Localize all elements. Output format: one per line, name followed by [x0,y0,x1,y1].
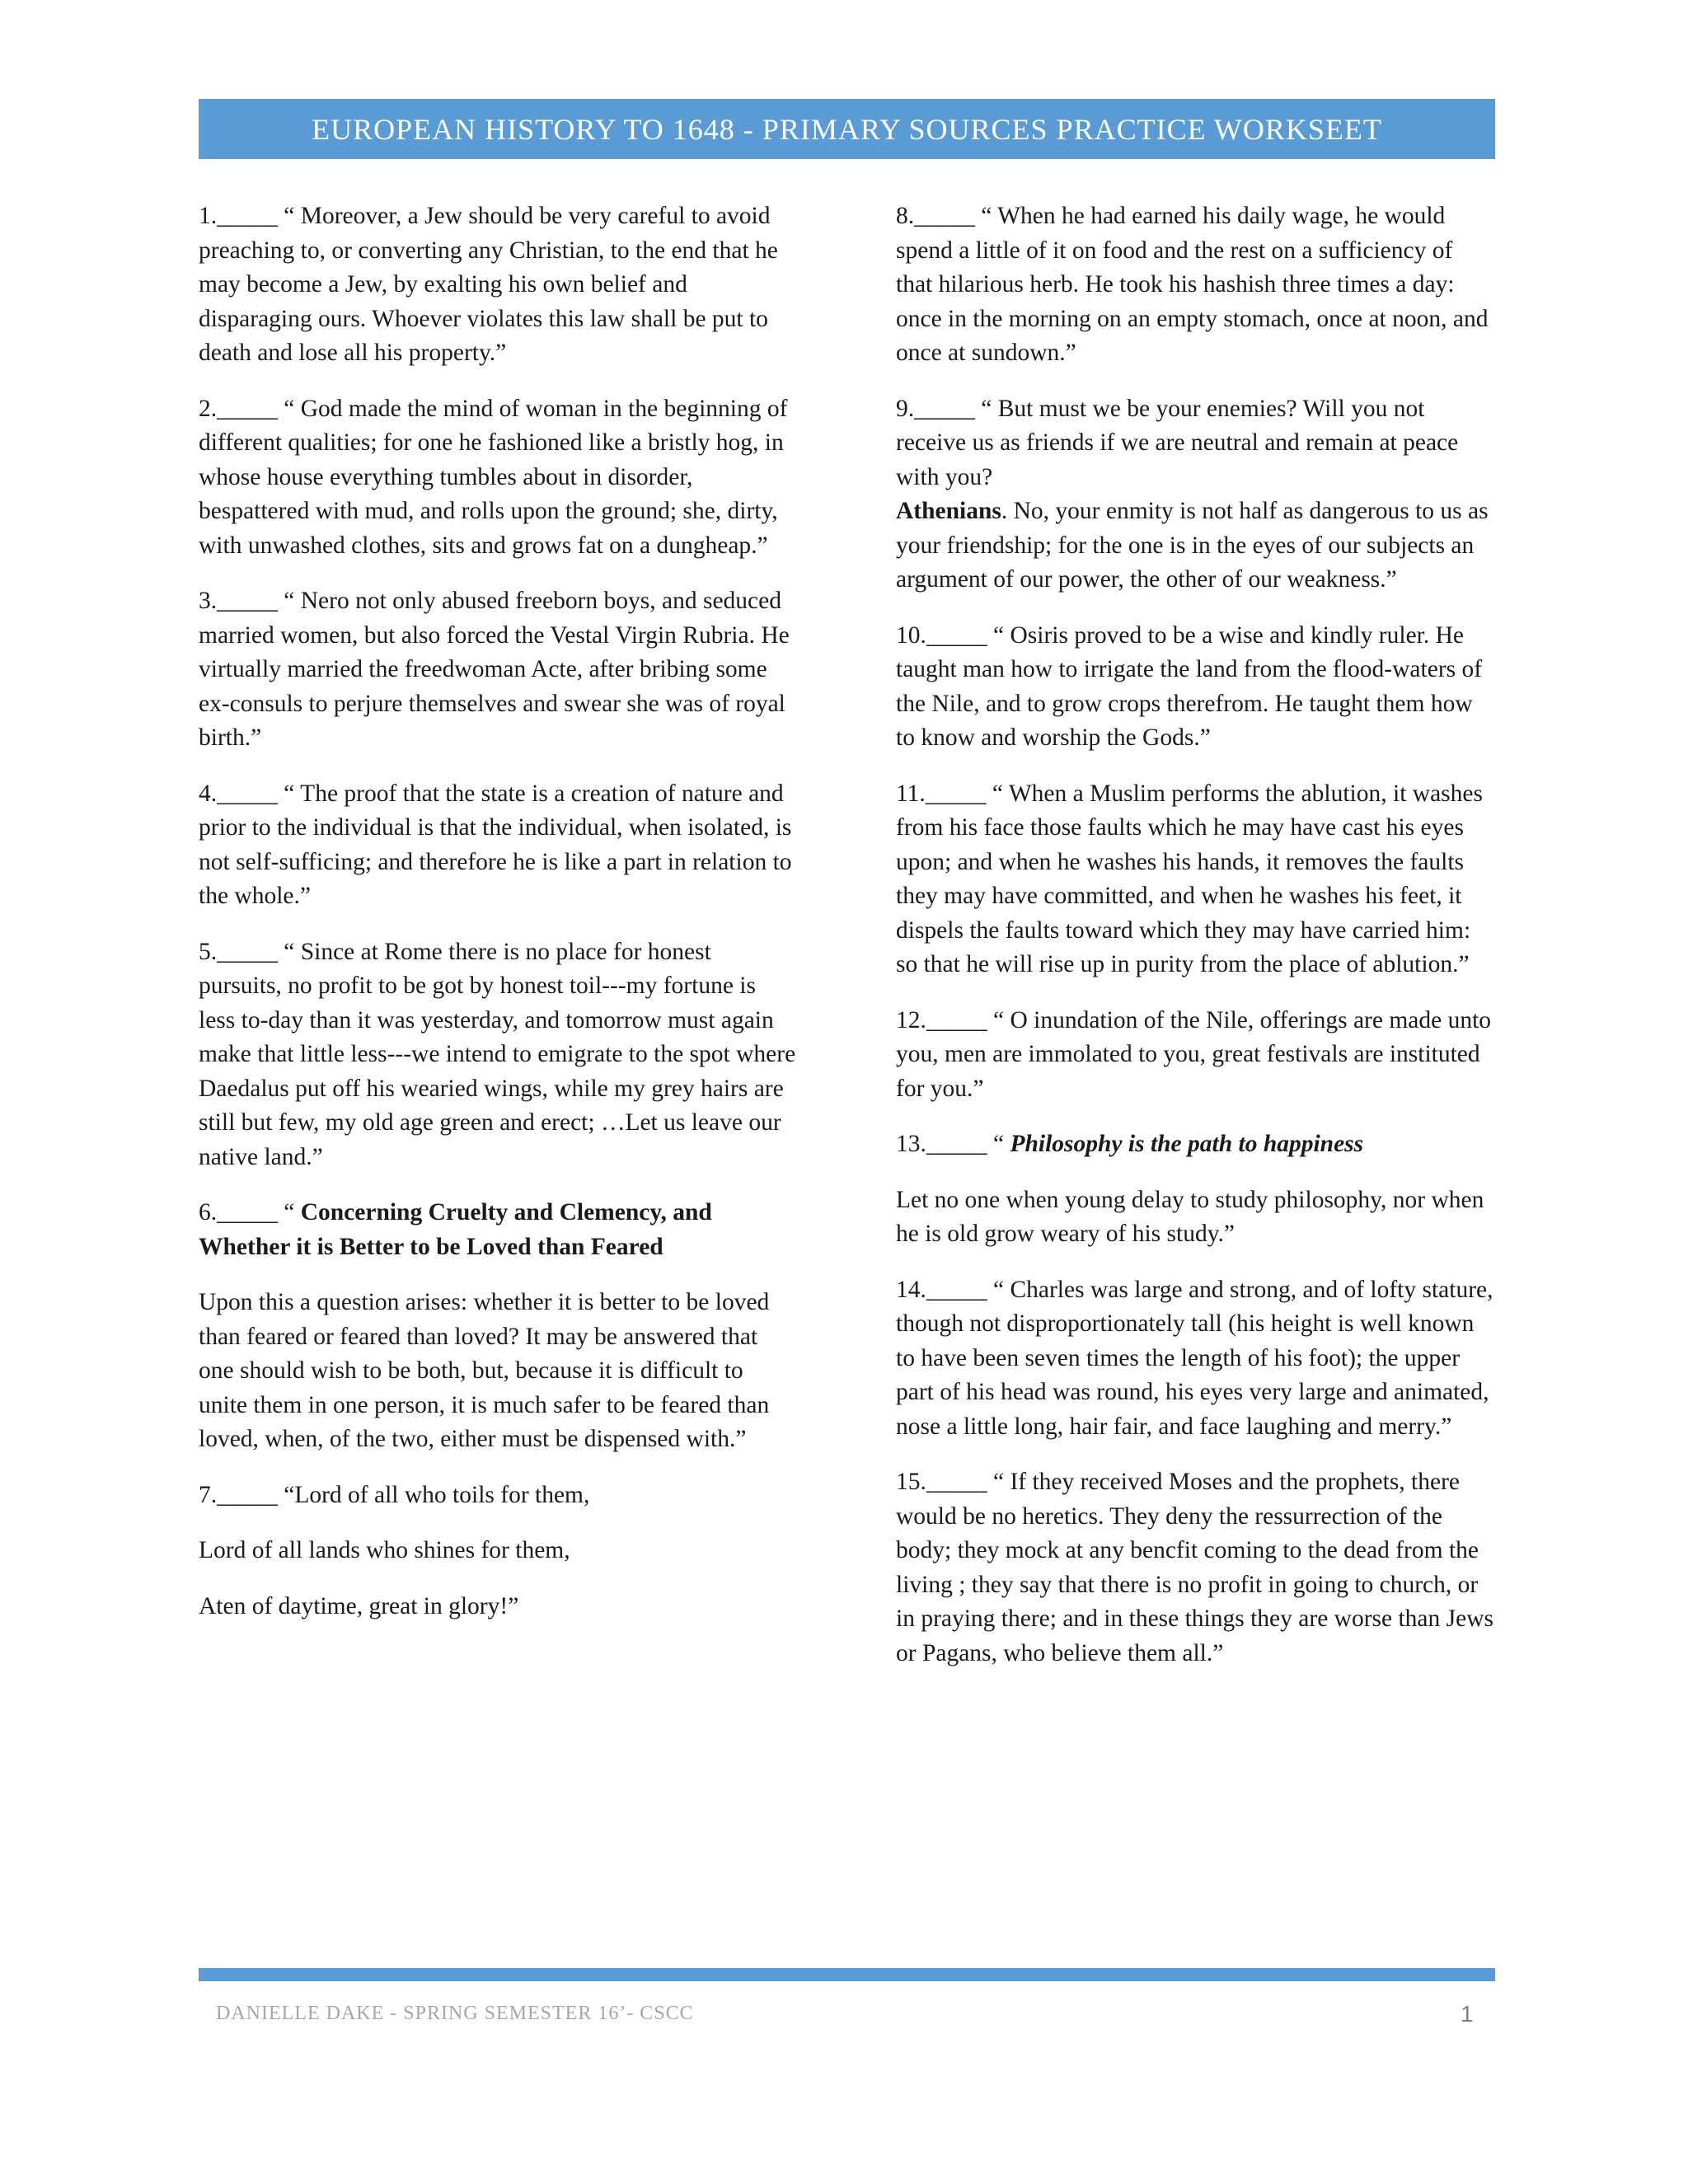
question-9-quote: 9._____ “ But must we be your enemies? Will you not receive us as friends if we are neutral and remain at peace with you? [896,395,1459,490]
question-15 [896,1465,1494,1671]
question-13-prefix: 13._____ “ [896,1131,1010,1157]
question-5 [199,935,797,1175]
question-7-line-2: Lord of all lands who shines for them, [199,1537,570,1563]
question-7 [199,1479,797,1624]
question-3 [199,584,797,756]
question-11-text: 11._____ “ When a Muslim performs the ablution, it washes from his face those faults which he may have cast his eyes upon; and when he washes his hands, it removes the faults they may have committed, and when he washes his feet, it dispels the faults toward which they may have carried him: so that he will rise up in purity from the place of ablution.” [896,780,1483,977]
question-5-text: 5._____ “ Since at Rome there is no place for honest pursuits, no profit to be got by honest toil---my fortune is less to-day than it was yesterday, and tomorrow must again make that little less---we intend to emigrate to the spot where Daedalus put off his wearied wings, while my grey hairs are still but few, my old age green and erect; …Let us leave our native land.” [199,938,796,1170]
question-14 [896,1273,1494,1445]
question-8-text: 8._____ “ When he had earned his daily wage, he would spend a little of it on food and the rest on a sufficiency of that hilarious herb. He took his hashish three times a day: once in the morning on an empty stomach, once at noon, and once at sundown.” [896,203,1489,366]
question-7-line-3: Aten of daytime, great in glory!” [199,1592,519,1619]
question-6-body: Upon this a question arises: whether it is better to be loved than feared or feared than loved? It may be answered that one should wish to be both, but, because it is difficult to unite them in one person, it is much safer to be feared than loved, when, of the two, either must be dispensed with.” [199,1289,770,1452]
question-13-heading: Philosophy is the path to happiness [1010,1131,1364,1157]
question-6-heading-line [199,1196,797,1264]
right-column [896,199,1494,1692]
question-4-text: 4._____ “ The proof that the state is a creation of nature and prior to the individual is that the individual, when isolated, is not self-sufficing; and therefore he is like a part in relation to the whole.” [199,780,792,909]
question-15-text: 15._____ “ If they received Moses and the prophets, there would be no heretics. They deny the ressurrection of the body; they mock at any bencfit coming to the dead from the living ; they say that there is no profit in going to church, or in praying there; and in these things they are worse than Jews or Pagans, who believe them all.” [896,1469,1494,1666]
page-title: EUROPEAN HISTORY TO 1648 - PRIMARY SOURCES PRACTICE WORKSEET [312,112,1382,146]
question-13-body: Let no one when young delay to study philosophy, nor when he is old grow weary of his study.” [896,1186,1484,1247]
question-9 [896,392,1494,598]
question-11 [896,777,1494,982]
question-8 [896,199,1494,371]
question-6-prefix: 6._____ “ [199,1199,301,1226]
question-2-text: 2._____ “ God made the mind of woman in the beginning of different qualities; for one he fashioned like a bristly hog, in whose house everything tumbles about in disorder, bespattered with mud, and rolls upon the ground; she, dirty, with unwashed clothes, sits and grows fat on a dungheap.” [199,395,788,559]
question-9-reply: . No, your enmity is not half as dangerous to us as your friendship; for the one is in the eyes of our subjects an argument of our power, the other of our weakness.” [896,498,1489,593]
question-10 [896,619,1494,756]
question-6-heading: Concerning Cruelty and Clemency, and Whether it is Better to be Loved than Feared [199,1199,712,1260]
question-10-text: 10._____ “ Osiris proved to be a wise and kindly ruler. He taught man how to irrigate the land from the flood-waters of the Nile, and to grow crops therefrom. He taught them how to know and worship the Gods.” [896,621,1483,751]
page-number: 1 [1461,2001,1474,2027]
question-2 [199,392,797,564]
question-3-text: 3._____ “ Nero not only abused freeborn boys, and seduced married women, but also forced the Vestal Virgin Rubria. He virtually married the freedwoman Acte, after bribing some ex-consuls to perjure themselves and swear she was of royal birth.” [199,588,790,751]
question-1-text: 1._____ “ Moreover, a Jew should be very careful to avoid preaching to, or converting any Christian, to the end that he may become a Jew, by exalting his own belief and disparaging ours. Whoever violates this law shall be put to death and lose all his property.” [199,203,778,366]
question-7-line-1: 7._____ “Lord of all who toils for them, [199,1481,590,1508]
question-4 [199,777,797,914]
question-9-text [896,392,1494,598]
footer-bar [199,1968,1495,1981]
question-6 [199,1196,797,1457]
question-14-text: 14._____ “ Charles was large and strong, and of lofty stature, though not disproportionately tall (his height is well known to have been seven times the length of his foot); the upper part of his head was round, his eyes very large and animated, nose a little long, hair fair, and face laughing and merry.” [896,1276,1493,1440]
question-12 [896,1004,1494,1107]
header-bar [199,99,1495,159]
question-9-speaker: Athenians [896,498,1001,524]
footer-text: DANIELLE DAKE - SPRING SEMESTER 16’- CSCC [216,2003,694,2024]
question-12-text: 12._____ “ O inundation of the Nile, offerings are made unto you, men are immolated to you, great festivals are instituted for you.” [896,1006,1492,1102]
question-1 [199,199,797,371]
left-column [199,199,797,1645]
question-13-heading-line [896,1127,1494,1162]
question-13 [896,1127,1494,1252]
